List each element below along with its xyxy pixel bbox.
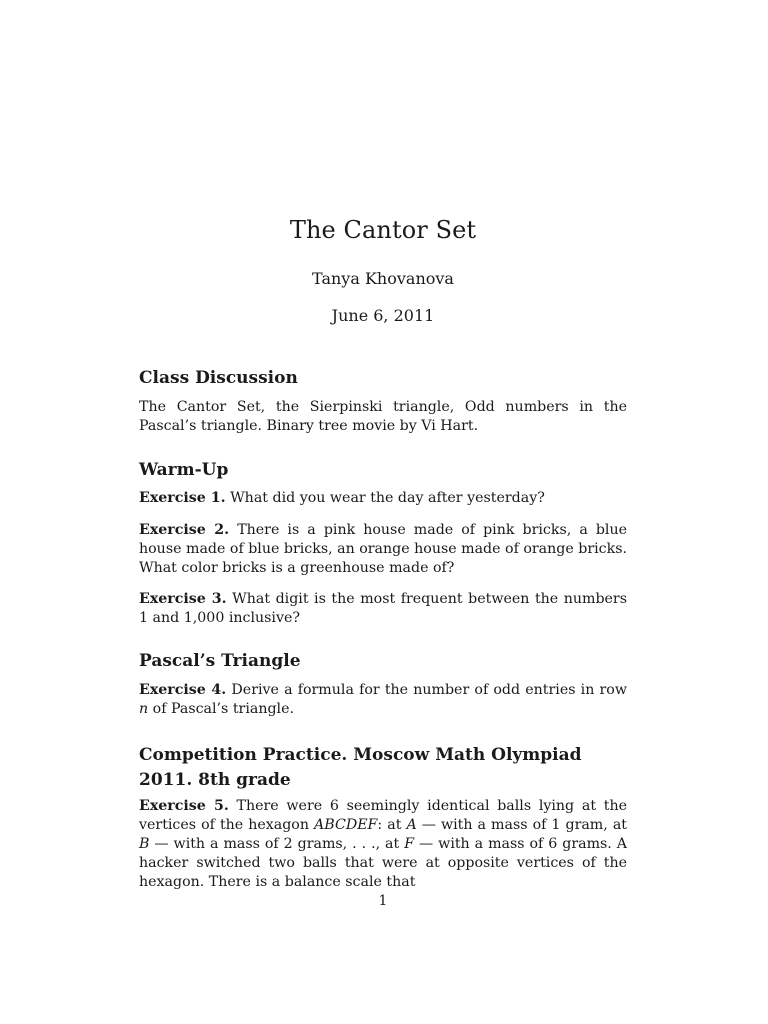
- exercise-4-text-a: Derive a formula for the number of odd entries in row: [231, 682, 627, 698]
- exercise-1: [139, 489, 627, 508]
- exercise-4-text-b: of Pascal’s triangle.: [152, 701, 294, 717]
- page-number: 1: [378, 893, 388, 909]
- exercise-4: [139, 681, 627, 719]
- exercise-5-vertex-f: F: [404, 836, 415, 852]
- exercise-5: [139, 797, 627, 892]
- exercise-5-text-1: There were 6 seemingly identical balls lying at the vertices of the hexagon: [139, 798, 627, 833]
- document-author: Tanya Khovanova: [312, 269, 454, 288]
- exercise-5-vertex-a: A: [406, 817, 417, 833]
- section-heading-pascals-triangle: Pascal’s Triangle: [139, 651, 301, 671]
- exercise-3-label: Exercise 3.: [139, 591, 227, 607]
- exercise-5-text-3: — with a mass of 1 gram, at: [421, 817, 627, 833]
- document-title: The Cantor Set: [289, 216, 477, 244]
- exercise-3-text: What digit is the most frequent between the numbers 1 and 1,000 inclusive?: [139, 591, 627, 626]
- exercise-4-label: Exercise 4.: [139, 682, 227, 698]
- exercise-5-text-4: — with a mass of 2 grams, . . ., at: [154, 836, 400, 852]
- exercise-5-label: Exercise 5.: [139, 798, 229, 814]
- exercise-2-label: Exercise 2.: [139, 522, 230, 538]
- exercise-2: [139, 521, 627, 578]
- exercise-1-label: Exercise 1.: [139, 490, 226, 506]
- document-date: June 6, 2011: [331, 306, 435, 325]
- section-heading-competition-practice: Competition Practice. Moscow Math Olympiad 2011. 8th grade: [139, 745, 582, 790]
- class-discussion-paragraph: The Cantor Set, the Sierpinski triangle, Odd numbers in the Pascal’s triangle. Binary tree movie by Vi Hart.: [139, 399, 627, 434]
- exercise-5-text-2: : at: [377, 817, 402, 833]
- exercise-5-hexagon-name: ABCDEF: [314, 817, 378, 833]
- exercise-2-text: There is a pink house made of pink bricks, a blue house made of blue bricks, an orange house made of orange bricks. What color bricks is a greenhouse made of?: [139, 522, 627, 576]
- exercise-4-variable-n: n: [139, 701, 149, 717]
- exercise-5-vertex-b: B: [139, 836, 150, 852]
- exercise-5-text-5: — with a mass of 6 grams. A hacker switched two balls that were at opposite vertices of the hexagon. There is a balance scale that: [139, 836, 628, 890]
- section-heading-warm-up: Warm-Up: [139, 460, 229, 480]
- exercise-1-text: What did you wear the day after yesterday?: [230, 490, 545, 506]
- section-heading-class-discussion: Class Discussion: [139, 368, 298, 388]
- exercise-3: [139, 590, 627, 628]
